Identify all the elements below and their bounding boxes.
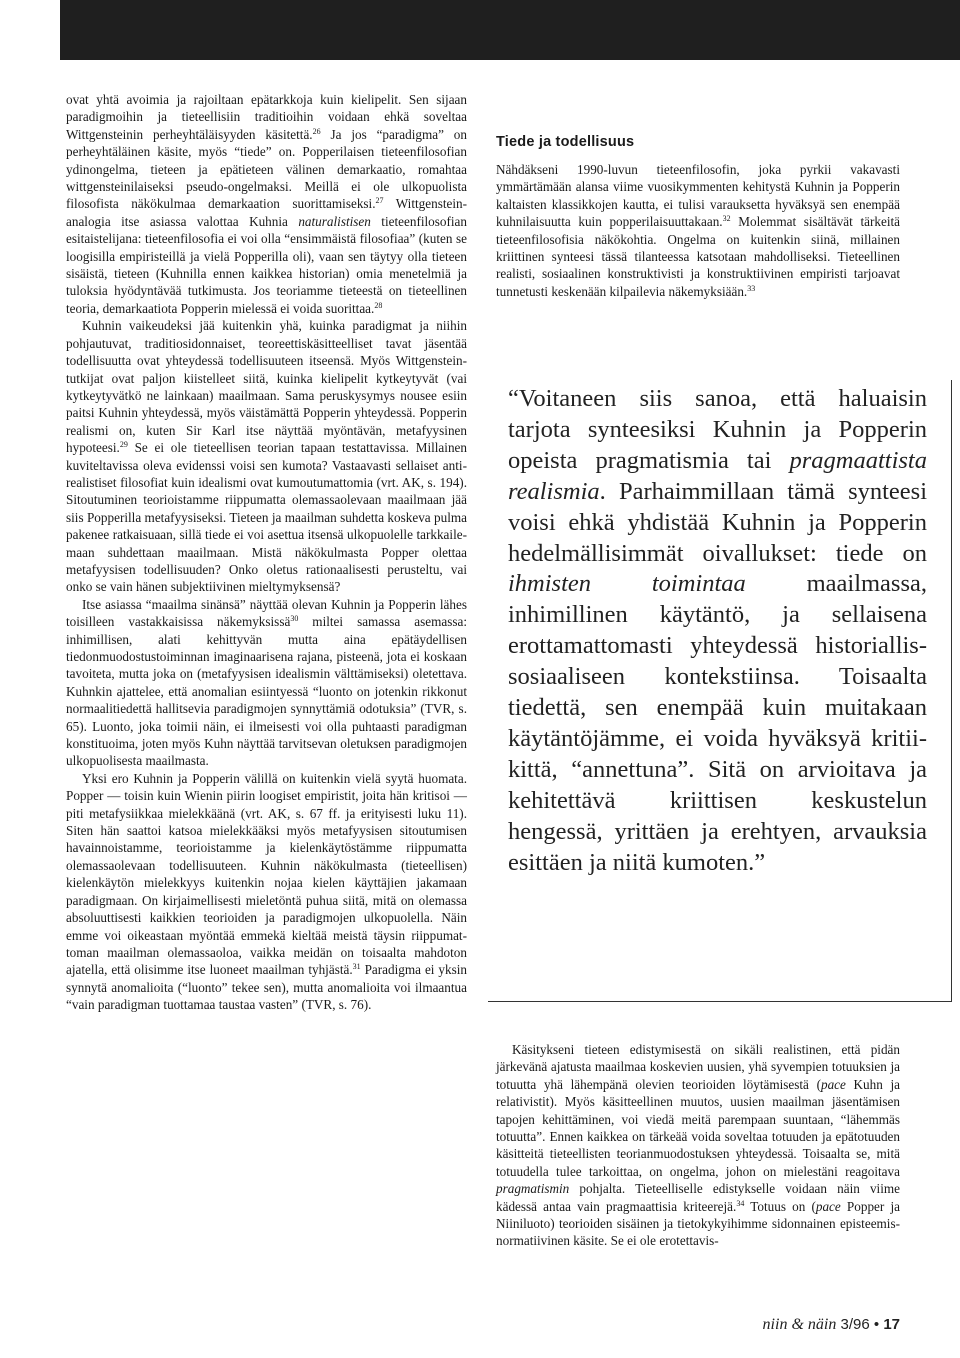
emphasis: ihmisten toimintaa	[508, 570, 746, 598]
page-number: 17	[883, 1316, 900, 1333]
text-run: miltei samassa asemassa: inhimillisen, alati kehittyvän mutta aina epätäydellisen tiedonmuodostustoiminnan imaginaarisena rajana, pisteenä, jota ei koskaan tavoiteta, mutta joka on (metafyysisen idealismin välttämiseksi) oletettava. Kuhnkin ajattelee, että anomalian esiintyessä “luonto on jotenkin rikkonut normaalitiedettä hallitsevia paradigmojen synnyttämiä odotuksia” (TVR, s. 65). Luonto, joka toimii näin, ei ilmeisesti voi olla puhtaasti paradigman konstituoima, joten myös Kuhn näyttää tarvitsevan oletuksen paradigmojen ulkopuolisesta maailmasta.	[66, 614, 468, 769]
text-run: Popper ja Niiniluoto) teorioiden sisäinen ja tietokykyihimme sidonnainen episteemis-normatiivinen käsite. Se ei ole erotettavis-	[496, 1198, 900, 1249]
text-run: Totuus on (	[744, 1198, 816, 1214]
text-run: . Parhaimmillaan tämä synteesi voisi ehkä yhdistää Kuhnin ja Popperin hedelmällisimmät oivallukset: tiede on	[508, 477, 927, 567]
paragraph	[496, 161, 900, 300]
paragraph	[66, 596, 467, 770]
text-run: Nähdäkseni 1990-luvun tieteenfilosofin, joka pyrkii vakavasti ymmärtämään alansa viime vuosikymmenten kehitystä Kuhnin ja Popperin kaltaisten klassikkojen kautta, ei tulisi varauksetta hyväksyä sen enempää kuhnilaisuutta kuin popperilaisuuttakaan.	[496, 162, 900, 230]
text-run: pohjalta. Tieteelliselle edistykselle voidaan näin viime kädessä antaa vain pragmaattisia kriteerejä.	[496, 1181, 900, 1214]
text-run: Wittgensteinanalogia itse asiassa valottaa Kuhnia	[66, 196, 468, 229]
footnote-ref: 26	[312, 126, 321, 136]
footnote-ref: 33	[747, 283, 756, 293]
text-run: maailmassa, inhimillinen käytäntö, ja sellaisena erottamattomasti yhteydessä historiallis-sosiaaliseen kontekstiinsa. Toisaalta tiedettä, sen enempää kuin muitakaan käytäntöjämme, ei voida hyväksyä kritiikittä, “annettuna”. Sitä on arvioitava ja kehitettävä kriittisen keskustelun hengessä, yrittäen ja erehtyen, arvauksia esittäen ja niitä kumoten.”	[508, 570, 927, 876]
right-text-column	[496, 134, 900, 300]
text-run: Paradigma ei yksin synnytä anomalioita (“luonto” tekee sen), mutta anomalioita voi ilmaantua “vain paradigman tuottamaa taustaa vasten” (TVR, s. 76).	[66, 962, 467, 1013]
page-footer	[763, 1316, 900, 1334]
paragraph	[66, 770, 467, 1014]
paragraph	[66, 91, 467, 317]
section-heading: Tiede ja todellisuus	[496, 134, 635, 150]
top-header-bar	[60, 0, 960, 60]
pull-quote-text	[508, 384, 927, 879]
footnote-ref: 34	[736, 1198, 745, 1208]
emphasis: naturalistisen	[298, 213, 371, 229]
footnote-ref: 28	[374, 300, 383, 310]
text-run: Kuhnin vaikeudeksi jää kuitenkin yhä, kuinka paradigmat ja niihin pohjautuvat, traditiosidonnaiset, teoreettiskäsitteelliset tavat jäsentää todellisuutta ovat yhteydessä todellisuuteen itseensä. Myös Wittgenstein-tutkijat ovat paljon kiistelleet siitä, kuinka kielipelit kytkeytyvät (vai kytkeytyvätkö ne lainkaan) maailmaan. Sama peruskysymys nousee esiin paitsi Kuhnin yhteydessä, myös väistämättä Popperin yhteydessä. Popperin realismi on, kuten Sir Karl itse näyttää myöntävän, metafyysinen hypoteesi.	[66, 318, 467, 456]
left-text-column	[66, 91, 467, 1014]
emphasis: pace	[820, 1076, 846, 1092]
emphasis: pace	[815, 1198, 841, 1214]
text-run: “Voitaneen siis sanoa, että haluaisin tarjota synteesiksi Kuhnin ja Popperin opeista pragmatismia tai	[508, 385, 927, 474]
paragraph	[496, 1041, 900, 1250]
footnote-ref: 30	[290, 614, 299, 624]
footnote-ref: 27	[375, 196, 384, 206]
emphasis: pragmaattista realismia	[508, 446, 927, 505]
text-run: Yksi ero Kuhnin ja Popperin välillä on kuitenkin vielä syytä huomata. Popper — toisin kuin Wienin piirin loogiset empiristit, joita hän kritisoi — piti metafysiikkaa mielekkäänä (vrt. AK, s. 67 ff. ja erityisesti luku 11). Siten hän saattoi katsoa mielekkääksi myös metafyysisen sitoutumisen havainnoistamme, teorioistamme ja kielenkäytöstämme riippumatta olemassaolevaan todellisuuteen. Kuhnin näkökulmasta (tieteellisen) kielenkäytön mielekkyys kuitenkin nojaa kielen käyttäjien jakamaan paradigmaan. On kirjaimellisesti mieletöntä puhua siitä, mitä on olemassa absoluuttisesti kaikkien teorioiden ja paradigmojen ulkopuolella. Näin emme voi oikeastaan myöntää emmekä kieltää meistä täysin riippumattoman maailman olemassaoloa, vaikka meidän on toisaalta mahdoton ajatella, että olisimme itse luoneet maailman tyhjästä.	[66, 770, 467, 978]
issue-number: 3/96	[840, 1316, 870, 1333]
pull-quote	[488, 380, 952, 1002]
paragraph	[66, 317, 467, 596]
text-run: Ja jos “paradigma” on perheyhtäläinen käsite, myös “tiede” on. Popperilaisen tieteenfilosofian ydinongelma, tieteen ja epätieteen välinen demarkaatio, romahtaa wittgensteinilaiseksi pseudo-ongelmaksi. Meillä ei ole ulkopuolista filosofista näkökulmaa demarkaation suorittamiseksi.	[66, 126, 467, 212]
text-run: Itse asiassa “maailma sinänsä” näyttää olevan Kuhnin ja Popperin lähes toisilleen vastakkaisissa näkemyksissä	[66, 596, 467, 630]
right-text-column-continued	[496, 1041, 900, 1250]
text-run: ovat yhtä avoimia ja rajoiltaan epätarkkoja kuin kielipelit. Sen sijaan paradigmoihin ja tieteellisiin traditioihin voidaan ehkä soveltaa Wittgensteinin perheyhtäläisyyden käsitettä.	[66, 92, 467, 142]
footnote-ref: 29	[119, 440, 128, 450]
emphasis: pragmatismin	[496, 1181, 570, 1197]
text-run: Kuhn ja relativistit). Myös käsitteellinen muutos, uusien maailman jäsentämisen tapojen kehittäminen, voi viedä meitä parempaan suuntaan, “lähemmäs totuutta”. Ennen kaikkea on tärkeää voida soveltaa totuuden ja epätotuuden käsitteitä tieteellisten teorianmuodostuksen yhteydessä. Toisaalta se, mitä totuudella tulee tarkoittaa, on ongelma, johon on mielestäni reagoitava	[496, 1076, 901, 1179]
text-run: Molemmat sisältävät tärkeitä tieteenfilosofisia näkökohtia. Ongelma on kuitenkin siinä, millainen kriittinen synteesi tässä tilanteessa katsotaan mahdolliseksi. Tieteellinen realisti, sosiaalinen konstruktivisti ja konstruktiivinen empiristi tarjoavat tunnetusti keskenään kilpailevia näkemyksiään.	[496, 214, 901, 299]
text-run: Se ei ole tieteellisen teorian tapaan testattavissa. Millainen kuviteltavissa oleva evidenssi voisi sen kumota? Vastaavasti sellaiset antirealistiset filosofiat kuin idealismi ovat kumoutumattomia (vrt. AK, s. 194). Sitoutuminen teorioistamme riippumatta olemassaolevaan maailmaan jää siis Popperilla metafyysiseksi. Tieteen ja maailman suhdetta koskeva pulma pakenee ratkaisuaan, sillä tiede ei voi asettua itsensä ulkopuolelle tarkkailemaan suhdettaan maailmaan. Mistä näkökulmasta Popper olettaa metafyysisen todellisuuden? Onko oletus rationaalisesti perusteltu, vai onko se vain hänen subjektiivinen mieltymyksensä?	[66, 440, 467, 595]
text-run: Käsitykseni tieteen edistymisestä on sikäli realistinen, että pidän järkevänä ajatusta maailmaa koskevien uusien, yhä syvempien totuuksien ja totuutta yhä lähempänä olevien teorioiden löytämisestä (	[496, 1042, 900, 1092]
footnote-ref: 31	[352, 962, 361, 972]
footer-bullet: •	[873, 1316, 880, 1333]
text-run: tieteenfilosofian esitaistelijana: tieteenfilosofia ei voi olla “ensimmäistä filosofiaa” (kuten se loogisilla empiristeillä ja vielä Popperilla oli), vaan sen täytyy olla tieteen sisäistä, tieteen (Kuhnilla ennen kaikkea historian) omia menetelmiä ja tuloksia hyödyntävää tutkimusta. Jos teoriamme tieteestä on tieteellinen teoria, demarkaatiota Popperin mielessä ei voida suorittaa.	[66, 213, 467, 316]
magazine-name: niin & näin	[762, 1316, 837, 1333]
footnote-ref: 32	[722, 214, 731, 224]
